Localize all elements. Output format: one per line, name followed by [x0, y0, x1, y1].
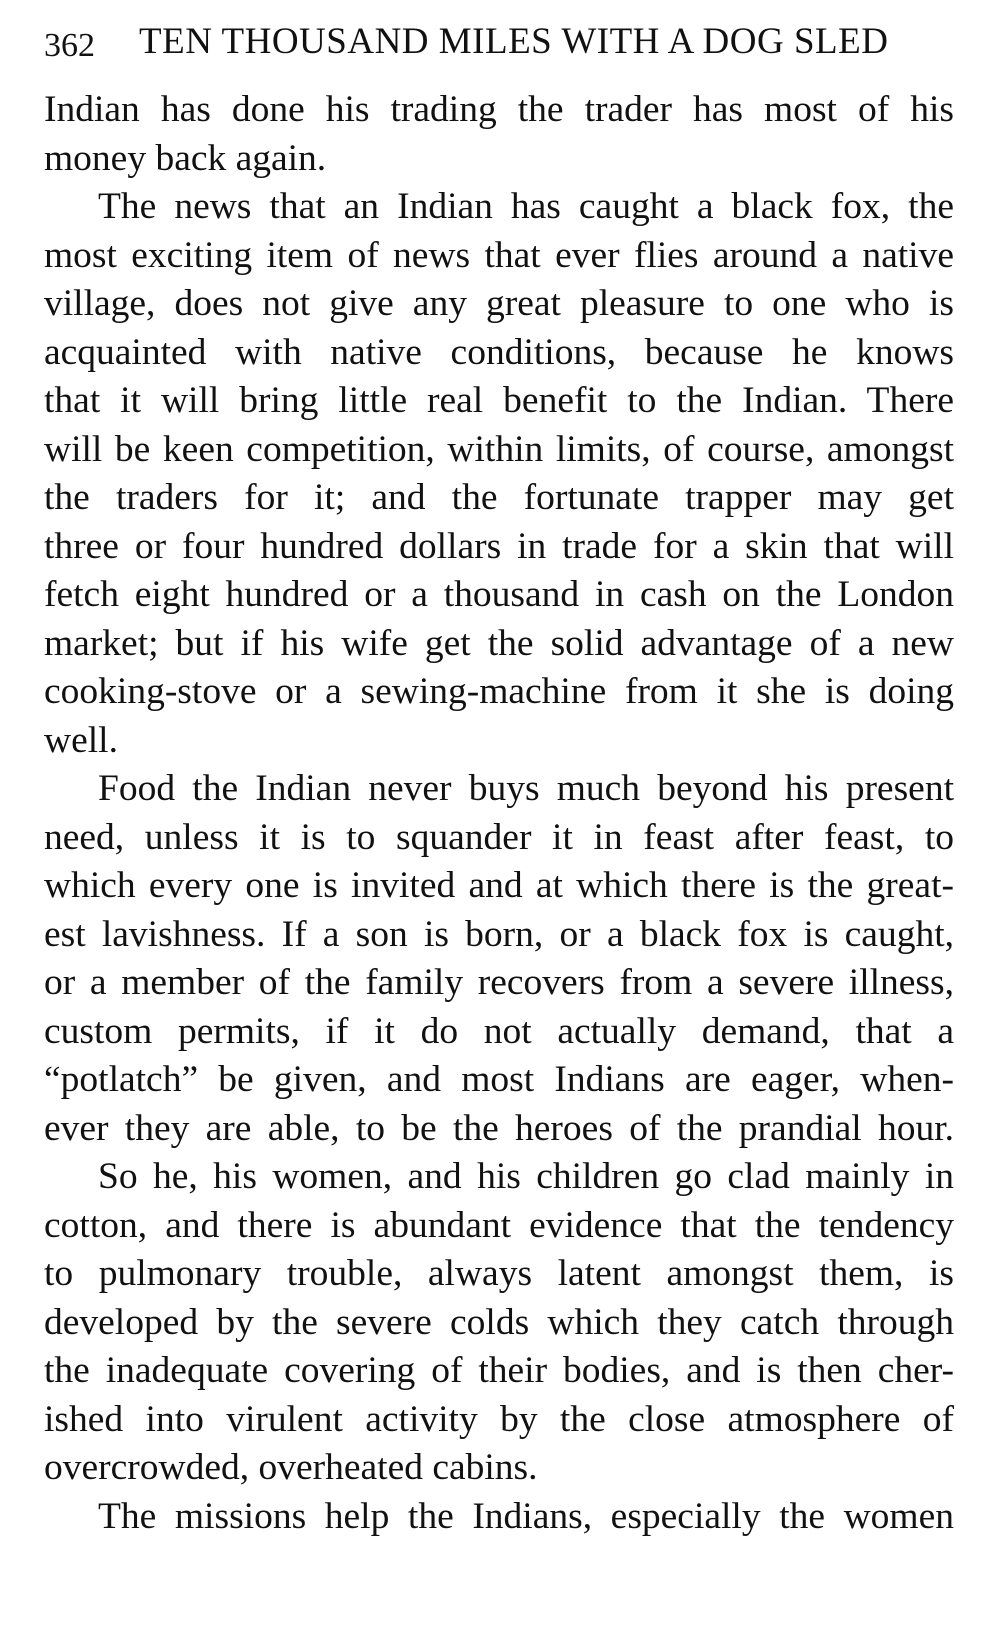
body-text [44, 86, 954, 1541]
text-line: overcrowded, overheated cabins. [44, 1447, 538, 1488]
text-line: est lavishness. If a son is born, or a black fox is caught, [44, 913, 954, 955]
text-line: custom permits, if it do not actually demand, that a [44, 1010, 954, 1052]
text-line: Indian has done his trading the trader has most of his [44, 89, 954, 130]
text-line: market; but if his wife get the solid advantage of a new [44, 622, 954, 664]
text-line: the inadequate covering of their bodies, and is then cher- [44, 1350, 954, 1391]
text-line: will be keen competition, within limits, of course, amongst [44, 428, 954, 470]
text-line: need, unless it is to squander it in feast after feast, to [44, 816, 954, 858]
text-line: three or four hundred dollars in trade for a skin that will [44, 525, 954, 567]
text-line: cooking-stove or a sewing-machine from it she is doing [44, 671, 954, 712]
text-line: village, does not give any great pleasure to one who is [44, 283, 954, 324]
text-line: or a member of the family recovers from a severe illness, [44, 962, 954, 1003]
text-line: which every one is invited and at which there is the great- [44, 865, 954, 906]
running-title: TEN THOUSAND MILES WITH A DOG SLED [139, 21, 889, 62]
text-line: developed by the severe colds which they catch through [44, 1301, 954, 1343]
text-line: The news that an Indian has caught a black fox, the [98, 186, 954, 227]
text-line: Food the Indian never buys much beyond his present [98, 768, 954, 809]
running-head [44, 12, 954, 72]
text-line: to pulmonary trouble, always latent amongst them, is [44, 1253, 954, 1294]
page-number: 362 [44, 27, 95, 64]
text-line: So he, his women, and his children go clad mainly in [98, 1156, 954, 1197]
text-line: most exciting item of news that ever flies around a native [44, 234, 954, 276]
text-line: fetch eight hundred or a thousand in cash on the London [44, 574, 954, 615]
text-line: “potlatch” be given, and most Indians are eager, when- [44, 1059, 954, 1100]
text-line: cotton, and there is abundant evidence that the tendency [44, 1204, 954, 1246]
text-line: The missions help the Indians, especially the women [98, 1495, 954, 1537]
text-line: money back again. [44, 137, 327, 179]
text-line: that it will bring little real benefit to the Indian. There [44, 380, 954, 421]
text-line: acquainted with native conditions, because he knows [44, 331, 954, 373]
text-line: ished into virulent activity by the close atmosphere of [44, 1398, 954, 1440]
text-line: ever they are able, to be the heroes of the prandial hour. [44, 1107, 954, 1149]
text-line: the traders for it; and the fortunate trapper may get [44, 477, 954, 518]
text-line: well. [44, 719, 118, 761]
